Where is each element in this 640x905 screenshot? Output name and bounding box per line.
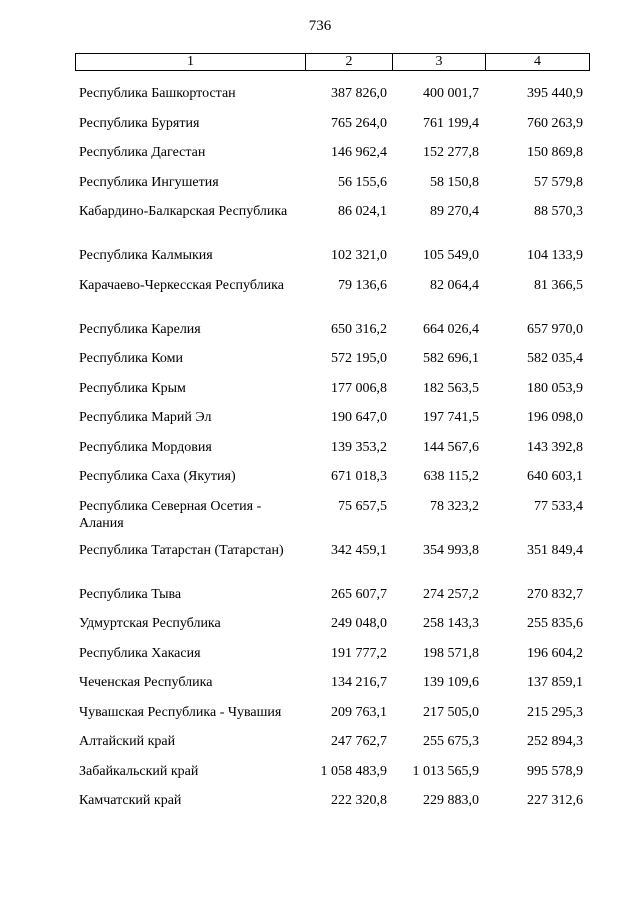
header-col-1: 1 <box>76 54 306 70</box>
region-name: Республика Дагестан <box>79 145 206 160</box>
value-col-3: 258 143,3 <box>423 616 479 631</box>
value-col-2: 1 058 483,9 <box>320 763 387 779</box>
region-name: Камчатский край <box>79 793 182 808</box>
value-col-4: 995 578,9 <box>527 763 583 779</box>
value-col-2: 139 353,2 <box>331 439 387 455</box>
region-name: Республика Саха (Якутия) <box>79 469 236 484</box>
region-name: Республика Тыва <box>79 586 182 602</box>
value-col-3: 139 109,6 <box>423 675 479 690</box>
region-name: Республика Карелия <box>79 321 201 337</box>
region-name: Республика Северная Осетия - Алания <box>79 498 262 531</box>
value-col-4: 215 295,3 <box>527 704 583 720</box>
value-col-3: 664 026,4 <box>423 321 479 337</box>
value-col-2: 177 006,8 <box>331 380 387 396</box>
table-row <box>79 539 589 583</box>
value-col-4: 81 366,5 <box>534 277 583 293</box>
value-col-4: 104 133,9 <box>527 248 583 263</box>
region-name: Чувашская Республика - Чувашия <box>79 704 282 720</box>
table-row <box>79 377 589 407</box>
value-col-3: 582 696,1 <box>423 351 479 366</box>
region-name: Республика Коми <box>79 351 183 366</box>
table-row <box>79 244 589 274</box>
value-col-2: 650 316,2 <box>331 321 387 337</box>
value-col-2: 671 018,3 <box>331 469 387 484</box>
value-col-4: 180 053,9 <box>527 380 583 396</box>
header-col-4: 4 <box>534 54 541 69</box>
table-row <box>79 642 589 672</box>
value-col-3: 144 567,6 <box>423 439 479 455</box>
table-row <box>79 112 589 142</box>
table-row <box>79 612 589 642</box>
table-row <box>79 141 589 171</box>
page-number: 736 <box>308 18 332 34</box>
value-col-2: 134 216,7 <box>331 675 387 690</box>
region-name: Алтайский край <box>79 734 176 749</box>
table-row <box>79 406 589 436</box>
table-row <box>79 789 589 819</box>
table-row <box>79 200 589 244</box>
value-col-2: 222 320,8 <box>331 793 387 808</box>
value-col-4: 196 098,0 <box>527 410 583 425</box>
value-col-2: 86 024,1 <box>338 204 387 219</box>
value-col-2: 387 826,0 <box>331 86 387 101</box>
value-col-4: 270 832,7 <box>527 586 583 602</box>
value-col-4: 196 604,2 <box>527 645 583 661</box>
value-col-2: 247 762,7 <box>331 734 387 749</box>
value-col-3: 105 549,0 <box>423 248 479 263</box>
value-col-3: 400 001,7 <box>423 86 479 101</box>
value-col-3: 274 257,2 <box>423 586 479 602</box>
value-col-4: 252 894,3 <box>527 734 583 749</box>
table-header <box>75 53 590 71</box>
value-col-4: 88 570,3 <box>534 204 583 219</box>
value-col-2: 102 321,0 <box>331 248 387 263</box>
value-col-4: 150 869,8 <box>527 145 583 160</box>
table-row <box>79 347 589 377</box>
value-col-2: 75 657,5 <box>338 498 387 514</box>
region-name: Республика Марий Эл <box>79 410 212 425</box>
region-name: Республика Крым <box>79 380 186 396</box>
value-col-3: 58 150,8 <box>430 174 479 190</box>
value-col-2: 209 763,1 <box>331 704 387 720</box>
table-row <box>79 465 589 495</box>
value-col-4: 57 579,8 <box>534 174 583 190</box>
value-col-2: 342 459,1 <box>331 542 387 558</box>
value-col-3: 229 883,0 <box>423 793 479 808</box>
value-col-3: 638 115,2 <box>423 469 479 484</box>
table-row <box>79 495 589 539</box>
value-col-4: 77 533,4 <box>534 498 583 514</box>
value-col-2: 249 048,0 <box>331 616 387 631</box>
region-name: Карачаево-Черкесская Республика <box>79 277 284 293</box>
value-col-4: 143 392,8 <box>527 439 583 455</box>
value-col-2: 765 264,0 <box>331 115 387 131</box>
value-col-3: 152 277,8 <box>423 145 479 160</box>
value-col-2: 146 962,4 <box>331 145 387 160</box>
value-col-2: 79 136,6 <box>338 277 387 293</box>
value-col-4: 760 263,9 <box>527 115 583 131</box>
table-row <box>79 82 589 112</box>
region-name: Республика Татарстан (Татарстан) <box>79 542 284 558</box>
table-row <box>79 583 589 613</box>
value-col-4: 582 035,4 <box>527 351 583 366</box>
value-col-4: 137 859,1 <box>527 675 583 690</box>
value-col-3: 255 675,3 <box>423 734 479 749</box>
value-col-2: 572 195,0 <box>331 351 387 366</box>
header-col-3: 3 <box>393 54 486 70</box>
value-col-4: 227 312,6 <box>527 793 583 808</box>
value-col-3: 89 270,4 <box>430 204 479 219</box>
value-col-4: 395 440,9 <box>527 86 583 101</box>
value-col-3: 82 064,4 <box>430 277 479 293</box>
region-name: Республика Башкортостан <box>79 86 236 101</box>
table-row <box>79 760 589 790</box>
value-col-2: 56 155,6 <box>338 174 387 190</box>
value-col-3: 198 571,8 <box>423 645 479 661</box>
region-name: Чеченская Республика <box>79 675 213 690</box>
value-col-3: 197 741,5 <box>423 410 479 425</box>
table-row <box>79 671 589 701</box>
value-col-4: 255 835,6 <box>527 616 583 631</box>
table-body <box>79 82 589 819</box>
table-row <box>79 318 589 348</box>
value-col-3: 182 563,5 <box>423 380 479 396</box>
value-col-3: 1 013 565,9 <box>412 763 479 779</box>
value-col-4: 640 603,1 <box>527 469 583 484</box>
value-col-3: 217 505,0 <box>423 704 479 720</box>
table-row <box>79 436 589 466</box>
region-name: Республика Мордовия <box>79 439 212 455</box>
region-name: Республика Хакасия <box>79 645 201 661</box>
value-col-2: 190 647,0 <box>331 410 387 425</box>
value-col-3: 354 993,8 <box>423 542 479 558</box>
table-row <box>79 701 589 731</box>
table-row <box>79 171 589 201</box>
value-col-3: 761 199,4 <box>423 115 479 131</box>
table-row <box>79 730 589 760</box>
value-col-4: 657 970,0 <box>527 321 583 337</box>
region-name: Кабардино-Балкарская Республика <box>79 204 288 219</box>
value-col-4: 351 849,4 <box>527 542 583 558</box>
value-col-2: 191 777,2 <box>331 645 387 661</box>
region-name: Республика Бурятия <box>79 115 200 131</box>
region-name: Забайкальский край <box>79 763 199 779</box>
header-col-2: 2 <box>306 54 393 70</box>
region-name: Удмуртская Республика <box>79 616 221 631</box>
table-row <box>79 274 589 318</box>
region-name: Республика Ингушетия <box>79 174 219 190</box>
region-name: Республика Калмыкия <box>79 248 213 263</box>
value-col-2: 265 607,7 <box>331 586 387 602</box>
value-col-3: 78 323,2 <box>430 498 479 514</box>
